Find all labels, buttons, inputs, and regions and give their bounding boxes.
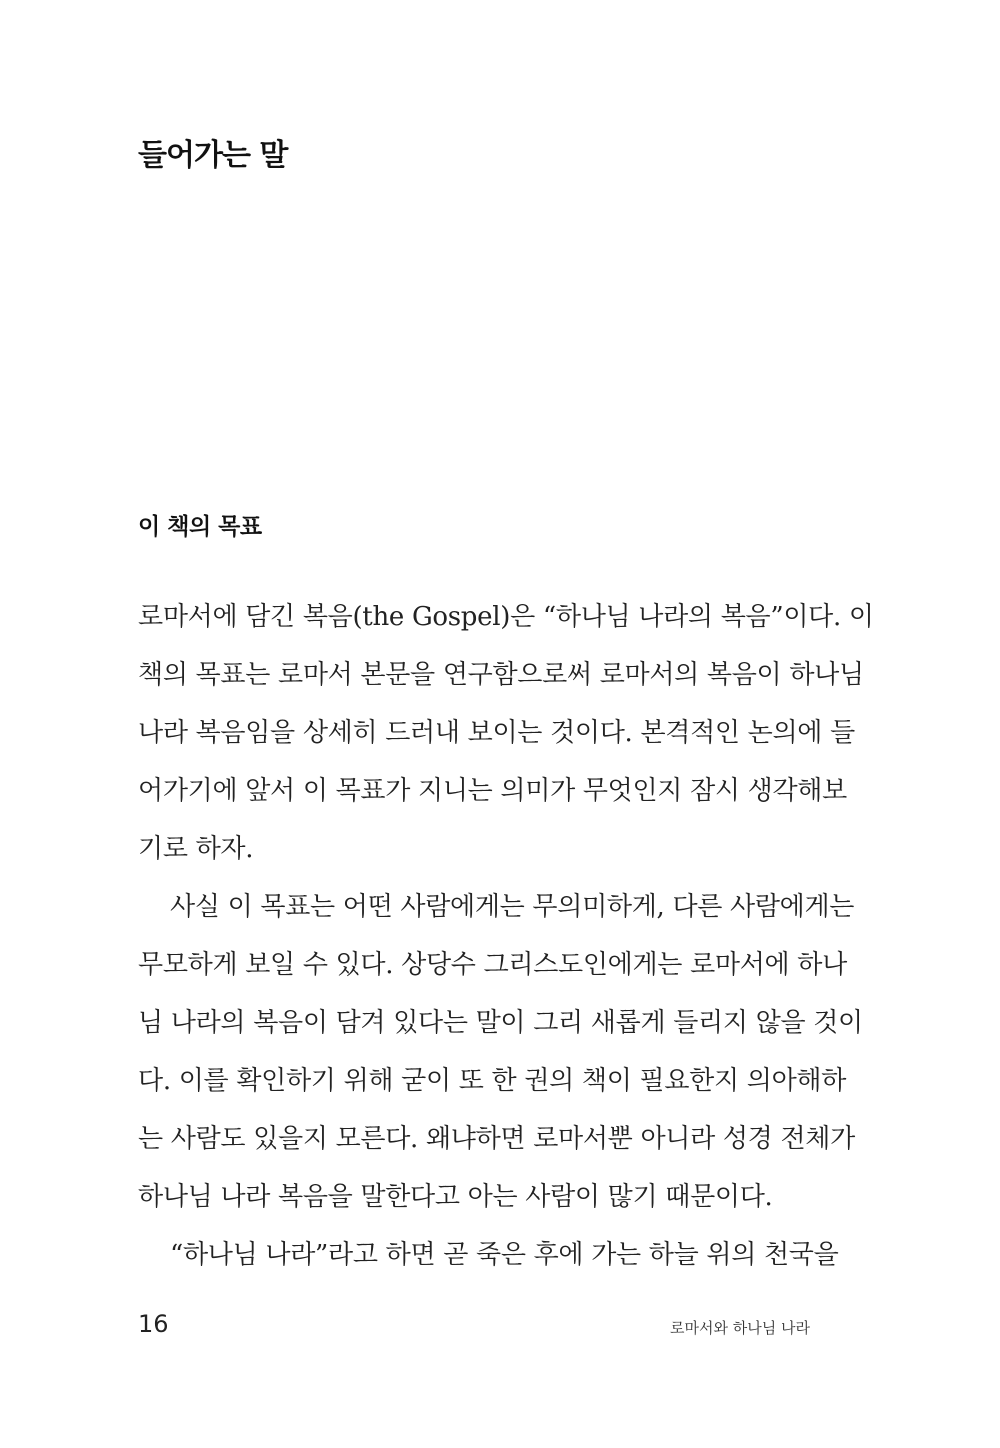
paragraph-3-line-1: “하나님 나라”라고 하면 곧 죽은 후에 가는 하늘 위의 천국을 — [170, 1240, 839, 1270]
running-footer-book-title: 로마서와 하나님 나라 — [670, 1319, 810, 1337]
paragraph-2-line-1: 사실 이 목표는 어떤 사람에게는 무의미하게, 다른 사람에게는 — [170, 892, 855, 922]
section-heading: 이 책의 목표 — [138, 514, 262, 540]
paragraph-2-line-6: 하나님 나라 복음을 말한다고 아는 사람이 많기 때문이다. — [138, 1182, 773, 1212]
chapter-title: 들어가는 말 — [138, 138, 288, 173]
paragraph-2-line-4: 다. 이를 확인하기 위해 굳이 또 한 권의 책이 필요한지 의아해하 — [138, 1066, 847, 1096]
paragraph-1-line-5: 기로 하자. — [138, 834, 254, 864]
paragraph-1-line-4: 어가기에 앞서 이 목표가 지니는 의미가 무엇인지 잠시 생각해보 — [138, 776, 847, 806]
paragraph-2-line-5: 는 사람도 있을지 모른다. 왜냐하면 로마서뿐 아니라 성경 전체가 — [138, 1124, 855, 1154]
page-number: 16 — [138, 1310, 169, 1338]
paragraph-2-line-3: 님 나라의 복음이 담겨 있다는 말이 그리 새롭게 들리지 않을 것이 — [138, 1008, 863, 1038]
body-text — [138, 588, 874, 1284]
paragraph-1-line-2: 책의 목표는 로마서 본문을 연구함으로써 로마서의 복음이 하나님 — [138, 660, 864, 690]
paragraph-1-line-3: 나라 복음임을 상세히 드러내 보이는 것이다. 본격적인 논의에 들 — [138, 718, 855, 748]
paragraph-1-line-1: 로마서에 담긴 복음(the Gospel)은 “하나님 나라의 복음”이다. 이 — [138, 602, 874, 632]
paragraph-2-line-2: 무모하게 보일 수 있다. 상당수 그리스도인에게는 로마서에 하나 — [138, 950, 847, 980]
